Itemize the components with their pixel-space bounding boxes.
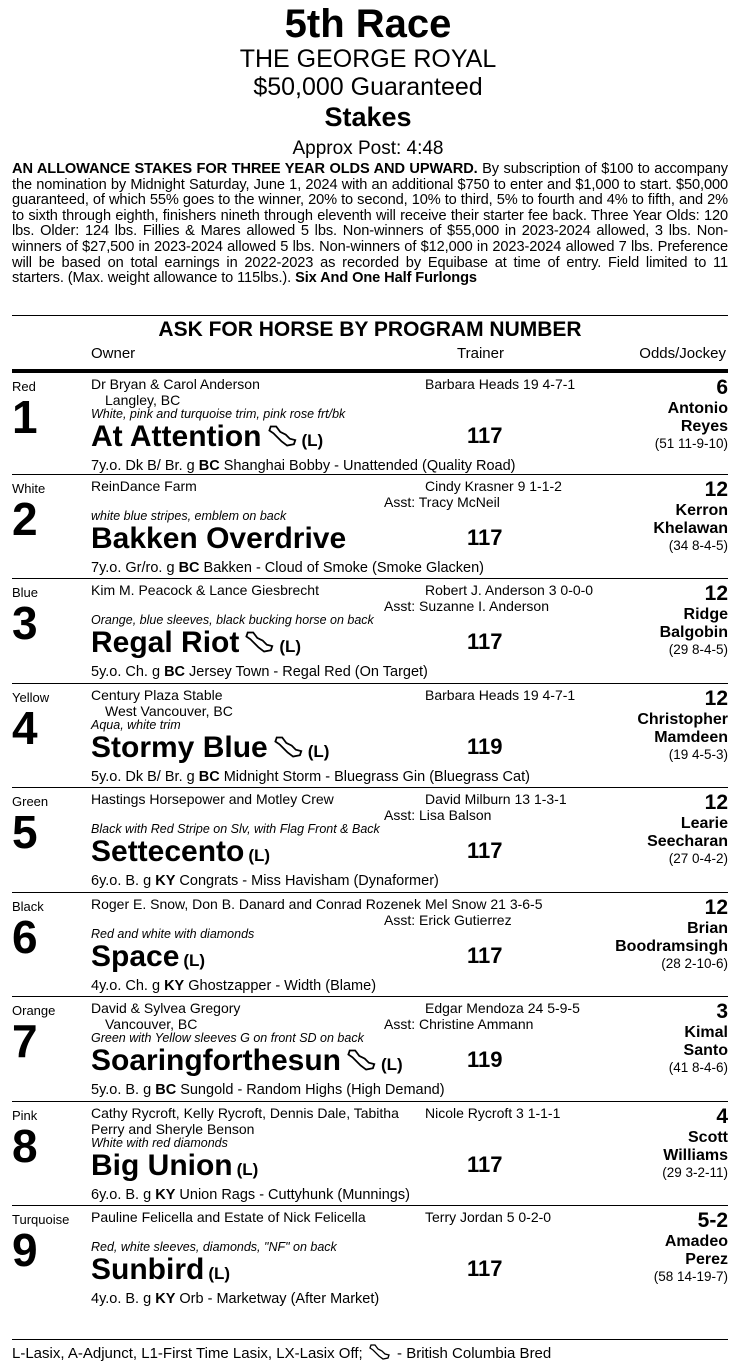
age-sex: 4y.o. Ch. g — [91, 977, 165, 994]
horse-line — [91, 834, 270, 874]
race-number: 5th Race — [284, 2, 452, 46]
jockey-stats: (29 3-2-11) — [662, 1164, 728, 1180]
jockey-name — [637, 711, 728, 747]
weight: 117 — [467, 1256, 503, 1281]
owner-location: West Vancouver, BC — [105, 702, 233, 719]
owner-name: Cathy Rycroft, Kelly Rycroft, Dennis Dale, Tabitha Perry and Sheryle Benson — [91, 1104, 399, 1137]
odds-jockey-column-header: Odds/Jockey — [639, 345, 726, 362]
entry-row — [12, 1101, 728, 1205]
weight: 117 — [467, 629, 503, 654]
jockey-last-name: Reyes — [680, 418, 728, 435]
horse-line — [91, 1148, 258, 1188]
legend-codes: L-Lasix, A-Adjunct, L1-First Time Lasix, LX-Lasix Off; — [12, 1344, 367, 1362]
jockey-name — [665, 1233, 728, 1269]
sire-dam: Shanghai Bobby - Unattended (Quality Road) — [219, 458, 516, 474]
jockey-stats: (41 8-4-6) — [668, 1060, 728, 1075]
pedigree — [91, 1187, 410, 1203]
state-bred: BC — [198, 458, 220, 474]
morning-line-odds: 4 — [716, 1104, 728, 1128]
weight: 119 — [467, 1047, 503, 1072]
jockey-first-name: Amadeo — [664, 1233, 728, 1250]
assistant-trainer: Asst: Suzanne I. Anderson — [384, 598, 549, 614]
saddlecloth-color: Black — [12, 898, 44, 914]
horse-name: Bakken Overdrive — [91, 521, 347, 555]
program-number: 5 — [12, 806, 38, 858]
jockey-name — [647, 815, 728, 851]
medication-code: (L) — [208, 1264, 231, 1283]
silks-description: White with red diamonds — [91, 1135, 228, 1150]
jockey-last-name: Mamdeen — [654, 728, 728, 746]
age-sex: 7y.o. Gr/ro. g — [91, 559, 179, 576]
jockey-stats: (19 4-5-3) — [668, 746, 728, 762]
trainer: Edgar Mendoza 24 5-9-5 — [425, 1000, 580, 1016]
trainer: Barbara Heads 19 4-7-1 — [425, 376, 576, 392]
race-conditions — [12, 162, 728, 287]
jockey-last-name: Seecharan — [647, 833, 728, 850]
saddlecloth-color: Red — [12, 379, 36, 394]
trainer: Cindy Krasner 9 1-1-2 — [425, 477, 562, 494]
silks-description: Green with Yellow sleeves G on front SD on back — [91, 1031, 364, 1045]
entry-row — [12, 578, 728, 682]
trainer-column-header: Trainer — [457, 345, 504, 362]
jockey-last-name: Williams — [663, 1146, 728, 1164]
pedigree — [91, 1291, 379, 1307]
entry-row — [12, 474, 728, 578]
silks-description: Red, white sleeves, diamonds, "NF" on back — [91, 1240, 337, 1254]
jockey-last-name: Khelawan — [653, 519, 728, 537]
silks-description: Orange, blue sleeves, black bucking horse on back — [91, 613, 374, 627]
pedigree — [91, 664, 428, 680]
horse-name: Regal Riot — [91, 626, 240, 659]
saddlecloth-color: Orange — [12, 1003, 56, 1018]
state-bred: KY — [155, 873, 176, 889]
entry-row — [12, 892, 728, 996]
post-time: Approx Post: 4:48 — [292, 138, 444, 159]
assistant-trainer: Asst: Christine Ammann — [384, 1016, 534, 1032]
age-sex: 6y.o. B. g — [91, 873, 156, 889]
sire-dam: Midnight Storm - Bluegrass Gin (Bluegrass Cat) — [219, 768, 530, 785]
jockey-first-name: Kimal — [684, 1024, 728, 1041]
owner-name: Hastings Horsepower and Motley Crew — [91, 791, 334, 807]
state-bred: BC — [198, 768, 220, 785]
jockey-first-name: Learie — [680, 815, 728, 832]
jockey-stats: (58 14-19-7) — [653, 1269, 728, 1284]
jockey-name — [615, 920, 728, 956]
morning-line-odds: 12 — [704, 895, 728, 919]
horse-name: Stormy Blue — [91, 730, 268, 764]
owner-name: Roger E. Snow, Don B. Danard and Conrad Rozenek — [91, 895, 421, 912]
jockey-last-name: Balgobin — [659, 624, 728, 641]
morning-line-odds: 6 — [716, 376, 728, 399]
silks-description: White, pink and turquoise trim, pink rose frt/bk — [91, 407, 346, 421]
trainer: Mel Snow 21 3-6-5 — [425, 895, 543, 912]
jockey-last-name: Santo — [683, 1042, 728, 1059]
jockey-first-name: Ridge — [683, 606, 728, 623]
jockey-first-name: Brian — [687, 919, 728, 937]
saddlecloth-color: Yellow — [12, 689, 50, 705]
jockey-stats: (28 2-10-6) — [661, 955, 728, 971]
horse-name: Sunbird — [91, 1253, 205, 1286]
horse-name: Settecento — [91, 835, 245, 868]
age-sex: 5y.o. Dk B/ Br. g — [91, 768, 199, 785]
morning-line-odds: 3 — [716, 1000, 728, 1023]
state-bred: BC — [155, 1082, 177, 1098]
race-header — [0, 2, 736, 161]
horse-name: At Attention — [91, 420, 262, 453]
owner-location: Vancouver, BC — [105, 1016, 198, 1032]
horse-name: Space — [91, 939, 180, 973]
weight: 117 — [467, 942, 503, 968]
british-columbia-map-icon — [369, 1344, 391, 1364]
state-bred: BC — [178, 559, 200, 576]
jockey-first-name: Antonio — [667, 400, 728, 417]
jockey-name — [684, 1024, 728, 1060]
saddlecloth-color: Turquoise — [12, 1212, 70, 1227]
sire-dam: Sungold - Random Highs (High Demand) — [176, 1082, 445, 1098]
pedigree — [91, 560, 484, 576]
british-columbia-map-icon — [347, 1044, 377, 1080]
horse-line — [91, 1043, 403, 1083]
program-number: 3 — [12, 597, 38, 649]
british-columbia-map-icon — [245, 626, 275, 662]
program-number: 7 — [12, 1015, 38, 1067]
medication-code: (L) — [307, 741, 330, 761]
sire-dam: Congrats - Miss Havisham (Dynaformer) — [175, 873, 439, 889]
saddlecloth-color: White — [12, 480, 46, 496]
state-bred: KY — [155, 1186, 176, 1203]
medication-code: (L) — [301, 431, 324, 450]
jockey-stats: (34 8-4-5) — [668, 537, 728, 553]
horse-line — [91, 1252, 230, 1292]
medication-code: (L) — [381, 1055, 403, 1074]
sire-dam: Ghostzapper - Width (Blame) — [184, 977, 377, 994]
weight: 117 — [467, 1151, 503, 1177]
weight: 119 — [467, 733, 503, 759]
age-sex: 4y.o. B. g — [91, 1291, 156, 1307]
pedigree — [91, 873, 439, 889]
pedigree — [91, 978, 376, 994]
jockey-stats: (51 11-9-10) — [654, 436, 728, 451]
owner-column-header: Owner — [91, 345, 136, 362]
jockey-name — [663, 1129, 728, 1165]
trainer: Nicole Rycroft 3 1-1-1 — [425, 1104, 561, 1121]
jockey-stats: (27 0-4-2) — [668, 851, 728, 866]
trainer: Barbara Heads 19 4-7-1 — [425, 686, 576, 703]
jockey-last-name: Perez — [685, 1251, 728, 1268]
entry-row — [12, 369, 728, 473]
jockey-first-name: Kerron — [675, 501, 728, 519]
program-number-banner: ASK FOR HORSE BY PROGRAM NUMBER — [12, 315, 728, 344]
horse-line — [91, 730, 329, 770]
assistant-trainer: Asst: Tracy McNeil — [384, 493, 500, 510]
morning-line-odds: 12 — [704, 686, 728, 710]
morning-line-odds: 12 — [704, 477, 728, 501]
pedigree — [91, 458, 516, 474]
trainer: Robert J. Anderson 3 0-0-0 — [425, 582, 594, 598]
saddlecloth-color: Green — [12, 794, 49, 809]
weight: 117 — [467, 524, 503, 550]
trainer: Terry Jordan 5 0-2-0 — [425, 1209, 552, 1225]
saddlecloth-color: Blue — [12, 585, 39, 600]
owner-location: Langley, BC — [105, 392, 181, 408]
sire-dam: Union Rags - Cuttyhunk (Munnings) — [175, 1186, 410, 1203]
medication-code: (L) — [236, 1159, 259, 1179]
entry-row — [12, 996, 728, 1100]
race-type: Stakes — [324, 102, 412, 132]
race-name: THE GEORGE ROYAL — [239, 45, 497, 73]
silks-description: Black with Red Stripe on Slv, with Flag Front & Back — [91, 822, 380, 836]
jockey-stats: (29 8-4-5) — [668, 642, 728, 657]
medication-code: (L) — [279, 637, 302, 656]
program-number: 8 — [12, 1119, 38, 1172]
legend — [12, 1339, 728, 1364]
jockey-last-name: Boodramsingh — [615, 937, 728, 955]
sire-dam: Jersey Town - Regal Red (On Target) — [185, 664, 428, 680]
jockey-name — [660, 606, 728, 642]
race-distance: Six And One Half Furlongs — [291, 270, 477, 287]
horse-line — [91, 625, 301, 665]
horse-line — [91, 939, 205, 979]
jockey-name — [668, 400, 728, 436]
silks-description: Aqua, white trim — [91, 717, 181, 732]
horse-line — [91, 521, 346, 557]
morning-line-odds: 12 — [704, 791, 728, 814]
sire-dam: Orb - Marketway (After Market) — [175, 1291, 380, 1307]
legend-bc-bred: - British Columbia Bred — [392, 1344, 552, 1362]
pedigree — [91, 769, 530, 785]
program-number: 6 — [12, 910, 38, 963]
jockey-first-name: Christopher — [637, 710, 728, 728]
trainer: David Milburn 13 1-3-1 — [425, 791, 567, 807]
jockey-first-name: Scott — [688, 1128, 728, 1146]
sire-dam: Bakken - Cloud of Smoke (Smoke Glacken) — [199, 559, 485, 576]
horse-name: Big Union — [91, 1148, 233, 1182]
silks-description: Red and white with diamonds — [91, 926, 255, 941]
program-number: 4 — [12, 701, 38, 754]
age-sex: 7y.o. Dk B/ Br. g — [91, 458, 199, 474]
state-bred: KY — [164, 977, 185, 994]
medication-code: (L) — [248, 846, 271, 865]
saddlecloth-color: Pink — [12, 1107, 38, 1123]
entry-row — [12, 1205, 728, 1309]
owner-name: Pauline Felicella and Estate of Nick Felicella — [91, 1209, 366, 1225]
morning-line-odds: 5-2 — [697, 1209, 728, 1232]
age-sex: 5y.o. B. g — [91, 1082, 156, 1098]
weight: 117 — [467, 838, 503, 863]
conditions-body: By subscription of $100 to accompany the nomination by Midnight Saturday, June 1, 2024 with an additional $750 to enter and $1,000 to start. $50,000 guaranteed, of which 55% goes to the winner, 20% to second, 10% to third, 5% to fourth and 4% to fifth, and 2% to sixth through eighth, finishers nineth through eleventh will receive their starter fee back. Three Year Olds: 120 lbs. Older: 124 lbs. Fillies & Mares allowed 5 lbs. Non-winners of $55,000 in 2023-2024 allowed, 3 lbs. Non-winners of $27,500 in 2023-2024 allowed 5 lbs. Non-winners of $12,000 in 2023-2024 allowed 7 lbs. Preference will be based on total earnings in 2022-2023 as recorded by Equibase at time of entry. Field limited to 11 starters. (Max. weight allowance to 115lbs.). — [12, 161, 729, 287]
age-sex: 6y.o. B. g — [91, 1186, 156, 1203]
state-bred: BC — [164, 664, 186, 680]
entry-row — [12, 683, 728, 787]
age-sex: 5y.o. Ch. g — [91, 664, 165, 680]
conditions-lead: AN ALLOWANCE STAKES FOR THREE YEAR OLDS AND UPWARD. — [12, 161, 478, 177]
owner-name: Dr Bryan & Carol Anderson — [91, 376, 260, 392]
owner-name: ReinDance Farm — [91, 477, 197, 494]
pedigree — [91, 1082, 445, 1098]
horse-name: Soaringforthesun — [91, 1044, 342, 1077]
owner-name: David & Sylvea Gregory — [91, 1000, 241, 1016]
medication-code: (L) — [183, 950, 206, 970]
british-columbia-map-icon — [268, 420, 298, 456]
jockey-name — [653, 502, 728, 538]
owner-name: Kim M. Peacock & Lance Giesbrecht — [91, 582, 319, 598]
weight: 117 — [467, 423, 503, 448]
state-bred: KY — [155, 1291, 176, 1307]
entry-row — [12, 787, 728, 891]
owner-name: Century Plaza Stable — [91, 686, 223, 703]
program-number: 1 — [12, 391, 38, 443]
assistant-trainer: Asst: Erick Gutierrez — [384, 911, 512, 928]
morning-line-odds: 12 — [704, 582, 728, 605]
race-purse: $50,000 Guaranteed — [253, 73, 483, 101]
silks-description: white blue stripes, emblem on back — [91, 508, 287, 523]
british-columbia-map-icon — [274, 731, 304, 767]
program-number: 9 — [12, 1224, 38, 1276]
horse-line — [91, 419, 323, 459]
program-number: 2 — [12, 492, 38, 545]
assistant-trainer: Asst: Lisa Balson — [384, 807, 492, 823]
